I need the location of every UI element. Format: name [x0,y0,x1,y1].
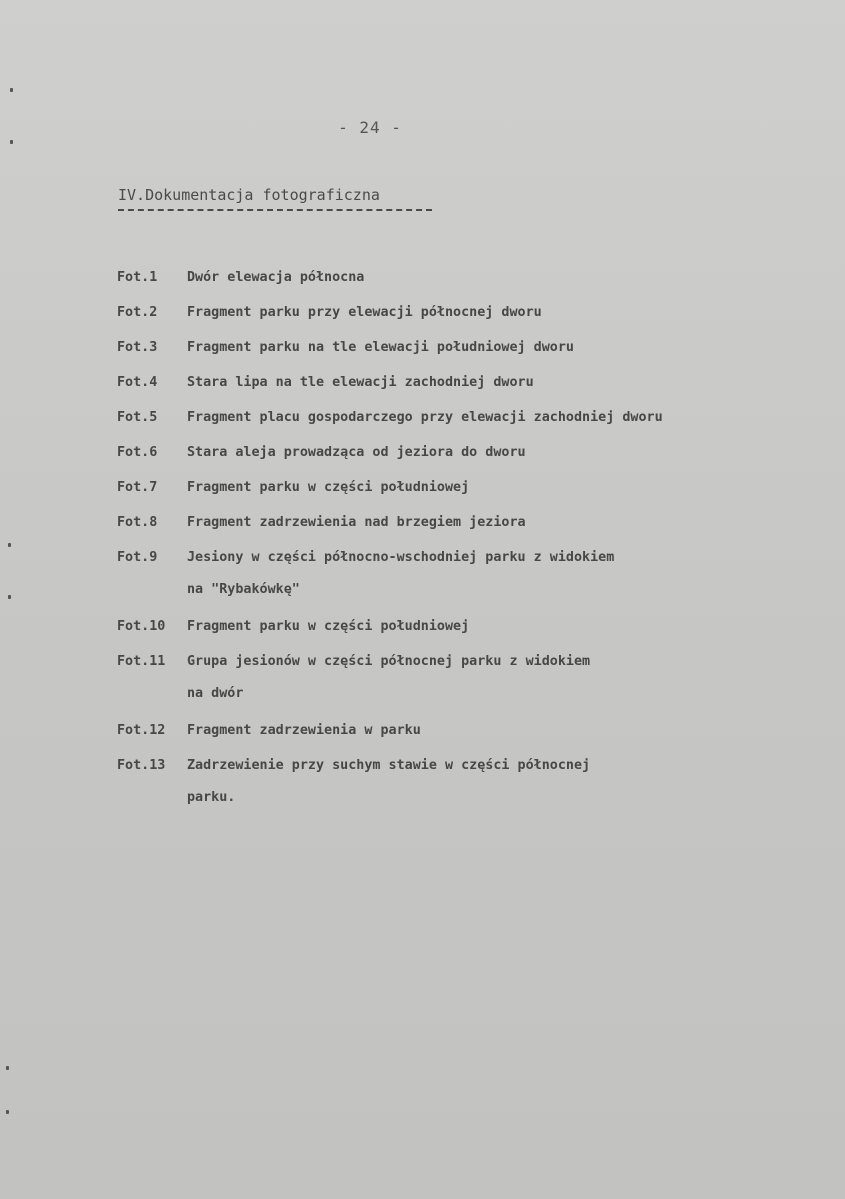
list-item [117,654,590,701]
photo-caption: Fragment zadrzewienia w parku [187,723,421,738]
margin-mark [10,140,13,144]
photo-number: Fot.10 [117,619,166,634]
photo-caption: Zadrzewienie przy suchym stawie w części północnej [187,758,591,773]
margin-mark [10,88,13,92]
photo-number: Fot.12 [117,723,166,738]
list-item [117,550,614,597]
list-item [117,305,542,320]
photo-number: Fot.1 [117,270,158,285]
photo-caption-continued: na dwór [187,686,244,701]
list-item [117,340,574,355]
margin-mark [8,595,11,599]
photo-caption: Grupa jesionów w części północnej parku z widokiem [187,654,591,669]
photo-caption: Fragment zadrzewienia nad brzegiem jeziora [187,515,526,530]
photo-caption-continued: parku. [187,790,236,805]
photo-caption: Fragment parku w części południowej [187,619,470,634]
photo-number: Fot.9 [117,550,158,565]
list-item [117,758,590,805]
photo-caption: Jesiony w części północno-wschodniej parku z widokiem [187,550,615,565]
list-item [117,445,526,460]
list-item [117,515,526,530]
photo-caption: Stara lipa na tle elewacji zachodniej dworu [187,375,534,390]
photo-caption-continued: na "Rybakówkę" [187,582,300,597]
photo-number: Fot.6 [117,445,158,460]
list-item [117,619,469,634]
photo-number: Fot.8 [117,515,158,530]
section-heading: IV.Dokumentacja fotograficzna [118,186,380,204]
photo-number: Fot.7 [117,480,158,495]
photo-caption: Stara aleja prowadząca od jeziora do dworu [187,445,526,460]
page-number: - 24 - [338,118,402,137]
margin-mark [6,1066,9,1070]
photo-caption: Fragment parku w części południowej [187,480,470,495]
photo-caption: Fragment placu gospodarczego przy elewacji zachodniej dworu [187,410,663,425]
list-item [117,480,469,495]
photo-number: Fot.2 [117,305,158,320]
photo-caption: Fragment parku przy elewacji północnej dworu [187,305,542,320]
photo-number: Fot.4 [117,375,158,390]
margin-mark [8,543,11,547]
list-item [117,723,421,738]
photo-caption: Fragment parku na tle elewacji południowej dworu [187,340,574,355]
photo-number: Fot.3 [117,340,158,355]
heading-underline [118,209,432,215]
photo-number: Fot.11 [117,654,166,669]
list-item [117,410,663,425]
list-item [117,375,534,390]
photo-number: Fot.13 [117,758,166,773]
photo-caption: Dwór elewacja północna [187,270,365,285]
margin-mark [6,1110,9,1114]
photo-number: Fot.5 [117,410,158,425]
list-item [117,270,364,285]
